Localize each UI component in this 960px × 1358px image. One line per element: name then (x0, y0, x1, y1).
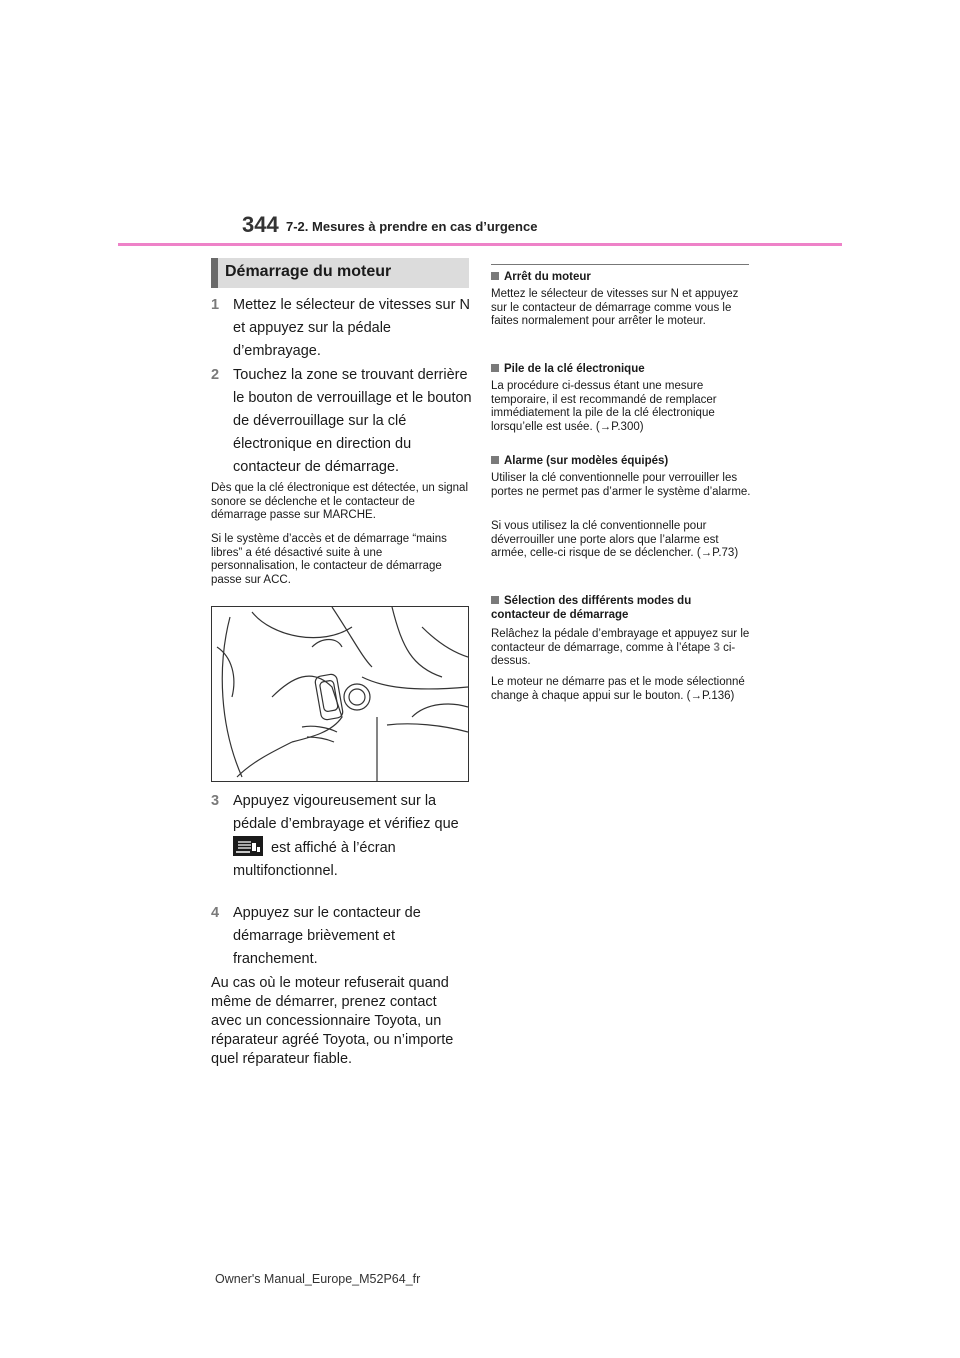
subsection-heading-stop (491, 270, 751, 284)
subsection-heading-battery (491, 362, 751, 376)
header-rule (118, 243, 842, 246)
square-bullet-icon (491, 456, 499, 464)
subsection-body-battery: La procédure ci-dessus étant une mesure temporaire, il est recommandé de remplacer immédiatement la pile de la clé électronique lorsqu’elle est usée. (→P.300) (491, 380, 717, 433)
illustration-key-to-start-button (211, 606, 469, 782)
subsection-body-alarm-2: Si vous utilisez la clé conventionnelle pour déverrouiller une porte alors que l’alarme est armée, celle-ci risque de se déclencher. (→P.73) (491, 520, 739, 559)
note-detection: Dès que la clé électronique est détectée, un signal sonore se déclenche et le contacteur de démarrage passe sur MARCHE. (211, 482, 468, 521)
step-reference: 3 (713, 641, 720, 654)
step-text: Appuyez sur le contacteur de démarrage brièvement et franchement. (233, 905, 421, 967)
page-number: 344 (242, 212, 279, 237)
modes-text-pre: Relâchez la pédale d’embrayage et appuyez sur le contacteur de démarrage, comme à l’étape (491, 628, 750, 654)
step-number: 2 (211, 367, 220, 383)
section-heading-box (211, 258, 469, 288)
section-header: 7-2. Mesures à prendre en cas d’urgence (286, 219, 538, 234)
note-customization: Si le système d’accès et de démarrage “mains libres” a été désactivé suite à une personnalisation, le contacteur de démarrage passe sur ACC. (211, 533, 447, 586)
subsection-heading-alarm (491, 454, 751, 468)
subsection-heading-modes (491, 594, 751, 622)
step-text (233, 790, 473, 883)
right-column-rule (491, 264, 749, 265)
subsection-body-alarm-1: Utiliser la clé conventionnelle pour verrouiller les portes ne permet pas d’armer le système d’alarme. (491, 472, 751, 498)
key-near-button-illustration (212, 607, 468, 781)
subsection-title: Pile de la clé électronique (504, 363, 645, 375)
step-3-text-before-icon: Appuyez vigoureusement sur la pédale d’embrayage et vérifiez que (233, 793, 459, 832)
closing-paragraph: Au cas où le moteur refuserait quand même de démarrer, prenez contact avec un concessionnaire Toyota, un réparateur agréé Toyota, ou n’importe quel réparateur fiable. (211, 975, 454, 1067)
subsection-body-stop: Mettez le sélecteur de vitesses sur N et appuyez sur le contacteur de démarrage comme vous le faites normalement pour arrêter le moteur. (491, 288, 739, 327)
step-text: Mettez le sélecteur de vitesses sur N et appuyez sur la pédale d’embrayage. (233, 297, 470, 359)
step-number: 4 (211, 905, 220, 921)
step-number: 3 (211, 793, 220, 809)
square-bullet-icon (491, 596, 499, 604)
subsection-body-modes-2: Le moteur ne démarre pas et le mode sélectionné change à chaque appui sur le bouton. (→P.136) (491, 676, 745, 702)
subsection-title: Alarme (sur modèles équipés) (504, 455, 669, 467)
section-heading: Démarrage du moteur (225, 263, 392, 280)
square-bullet-icon (491, 364, 499, 372)
subsection-body-modes-1 (491, 628, 753, 669)
heading-accent-bar (211, 258, 218, 288)
step-3-text-after-icon: est affiché à l’écran multifonctionnel. (233, 840, 396, 879)
footer-manual-id: Owner's Manual_Europe_M52P64_fr (215, 1272, 421, 1286)
square-bullet-icon (491, 272, 499, 280)
step-number: 1 (211, 297, 220, 313)
modes-text-post: ci-dessus. (491, 641, 736, 667)
clutch-pedal-indicator-icon (233, 836, 263, 856)
subsection-title: Sélection des différents modes du contacteur de démarrage (491, 595, 692, 621)
subsection-title: Arrêt du moteur (504, 271, 591, 283)
step-text: Touchez la zone se trouvant derrière le bouton de verrouillage et le bouton de déverrouillage sur la clé électronique en direction du contacteur de démarrage. (233, 367, 472, 475)
